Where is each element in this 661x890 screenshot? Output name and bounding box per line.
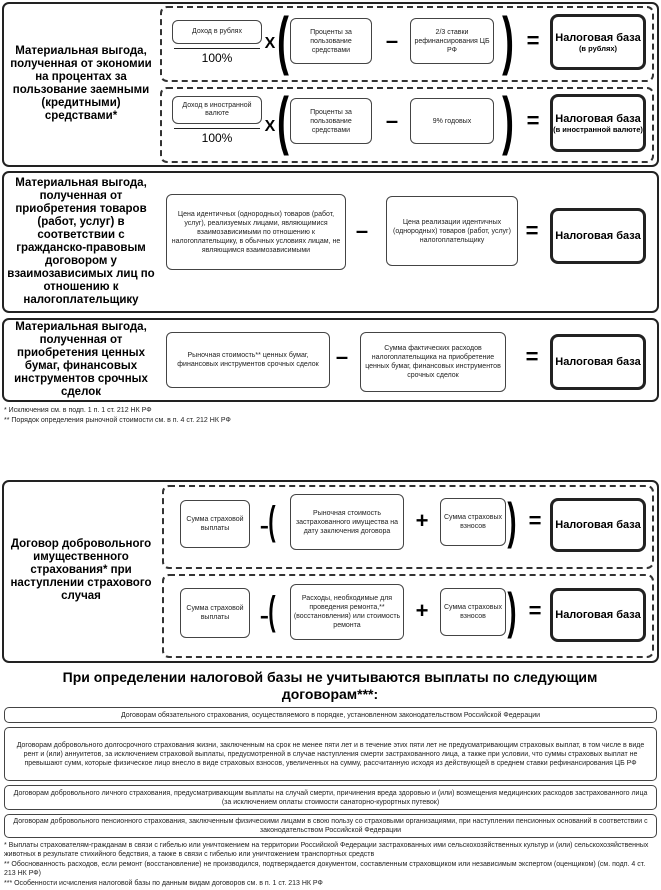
equals-sign: = <box>525 218 539 243</box>
tax-base-related <box>550 208 646 264</box>
tax-base-insurance-repair <box>550 588 646 642</box>
tax-base-label: Налоговая база <box>555 519 641 531</box>
close-paren: ) <box>507 493 517 549</box>
minus-sign: – <box>385 108 399 133</box>
plus-sign: + <box>415 508 429 533</box>
footnote: * Исключения см. в подп. 1 п. 1 ст. 212 НК РФ <box>4 407 152 414</box>
equals-sign: = <box>525 344 539 369</box>
tax-base-rubles <box>550 14 646 70</box>
close-paren: ) <box>502 4 514 76</box>
tax-base-label: Налоговая база <box>555 356 641 368</box>
interest-for-use-box: Проценты за пользование средствами <box>290 98 372 144</box>
actual-expenses-box: Сумма фактических расходов налогоплательщика на приобретение ценных бумаг, финансовых инструментов срочных сделок <box>360 332 506 392</box>
annual-rate-box: 9% годовых <box>410 98 494 144</box>
fraction-denominator: 100% <box>201 131 233 145</box>
tax-base-foreign <box>550 94 646 152</box>
multiply-sign: X <box>264 35 276 52</box>
fraction-denominator: 100% <box>201 51 233 65</box>
market-value-box: Рыночная стоимость** ценных бумаг, финансовых инструментов срочных сделок <box>166 332 330 388</box>
minus-open-paren: –( <box>260 499 276 543</box>
equals-sign: = <box>526 28 540 53</box>
insurance-payout-box: Сумма страховой выплаты <box>180 500 250 548</box>
insurance-payout-box: Сумма страховой выплаты <box>180 588 250 638</box>
insurance-premiums-box: Сумма страховых взносов <box>440 498 506 546</box>
exclusion-item: Договорам добровольного личного страхования, предусматривающим выплаты на случай смерти, причинения вреда здоровью и (или) возмещения медицинских расходов застрахованного лица (за исключением оплаты стоимости санаторно-курортных путевок) <box>4 785 657 810</box>
footnote: *** Особенности исчисления налоговой базы по данным видам договоров см. в п. 1 ст. 213 НК РФ <box>4 880 323 887</box>
interest-for-use-box: Проценты за пользование средствами <box>290 18 372 64</box>
minus-sign: – <box>385 28 399 53</box>
tax-base-securities <box>550 334 646 390</box>
minus-sign: – <box>260 600 269 630</box>
minus-sign: – <box>335 344 349 369</box>
footnote: * Выплаты страхователям-гражданам в связи с гибелью или уничтожением на территории Российской Федерации застрахованных ими сельскохозяйственных культур и (или) сельскохозяйственных животных в результате стихийного бедствия, а также в связи с гибелью или уничтожением транспортных средств <box>4 842 649 858</box>
open-paren: ( <box>277 84 289 156</box>
insured-property-value-box: Рыночная стоимость застрахованного имущества на дату заключения договора <box>290 494 404 550</box>
footnote: ** Обоснованность расходов, если ремонт (восстановление) не производился, подтверждается документом, составленным страховщиком или независимым экспертом (оценщиком) (см. подп. 4 ст. 213 НК РФ) <box>4 861 646 877</box>
plus-sign: + <box>415 598 429 623</box>
tax-base-currency: (в рублях) <box>578 43 618 53</box>
insurance-premiums-box: Сумма страховых взносов <box>440 588 506 636</box>
section-label-securities: Материальная выгода, полученная от приобретения ценных бумаг, финансовых инструментов срочных сделок <box>14 321 148 398</box>
refinancing-rate-box: 2/3 ставки рефинансирования ЦБ РФ <box>410 18 494 64</box>
income-foreign-box: Доход в иностранной валюте <box>172 96 262 124</box>
identical-goods-price-box: Цена идентичных (однородных) товаров (работ, услуг), реализуемых лицами, являющимися взаимозависимыми по отношению к налогоплательщику, в обычных условиях лицам, не являющимся взаимозависимыми <box>166 194 346 270</box>
minus-sign: – <box>260 510 269 540</box>
multiply-sign: X <box>264 118 276 135</box>
exclusions-title: При определении налоговой базы не учитываются выплаты по следующим договорам***: <box>62 669 598 702</box>
fraction-line <box>174 48 260 49</box>
section-label-interest-savings: Материальная выгода, полученная от экономии на процентах за пользование заемными (кредитными) средствами* <box>10 45 152 122</box>
tax-base-label: Налоговая база <box>555 31 641 44</box>
tax-base-label: Налоговая база <box>555 230 641 242</box>
exclusion-item: Договорам добровольного пенсионного страхования, заключенным физическими лицами в свою пользу со страховыми организациями, при наступлении пенсионных оснований в соответствии с законодательством Российской Федерации <box>4 814 657 838</box>
open-paren: ( <box>277 4 289 76</box>
tax-base-currency: (в иностранной валюте) <box>553 124 643 134</box>
close-paren: ) <box>507 583 517 639</box>
equals-sign: = <box>528 508 542 533</box>
equals-sign: = <box>526 108 540 133</box>
section-label-property-insurance: Договор добровольного имущественного страхования* при наступлении страхового случая <box>10 537 152 602</box>
income-rubles-box: Доход в рублях <box>172 20 262 44</box>
minus-sign: – <box>355 218 369 243</box>
section-label-related-parties: Материальная выгода, полученная от приобретения товаров (работ, услуг) в соответствии с гражданско-правовым договором у взаимозависимых лиц по отношению к налогоплательщику <box>7 177 155 306</box>
exclusion-item: Договорам добровольного долгосрочного страхования жизни, заключенным на срок не менее пяти лет и в течение этих пяти лет не предусматривающим страховых выплат, в том числе в виде рент и (или) аннуитетов, за исключением страховой выплаты, предусмотренной в случае наступления смерти застрахованного лица, а также при условии, что суммы страховых выплат не превышают сумм, которые физическое лицо внесло в виде страховых взносов, увеличенных на сумму, рассчитанную исходя из действующей в среднем ставки рефинансирования ЦБ РФ <box>4 727 657 781</box>
tax-base-insurance-market <box>550 498 646 552</box>
repair-expenses-box: Расходы, необходимые для проведения ремонта,** (восстановления) или стоимость ремонта <box>290 584 404 640</box>
footnote: ** Порядок определения рыночной стоимости см. в п. 4 ст. 212 НК РФ <box>4 417 231 424</box>
sale-price-box: Цена реализации идентичных (однородных) товаров (работ, услуг) налогоплательщику <box>386 196 518 266</box>
minus-open-paren: –( <box>260 589 276 633</box>
close-paren: ) <box>502 84 514 156</box>
fraction-line <box>174 128 260 129</box>
tax-base-label: Налоговая база <box>555 609 641 621</box>
equals-sign: = <box>528 598 542 623</box>
exclusion-item: Договорам обязательного страхования, осуществляемого в порядке, установленном законодательством Российской Федерации <box>4 707 657 723</box>
tax-base-label: Налоговая база <box>555 112 641 125</box>
